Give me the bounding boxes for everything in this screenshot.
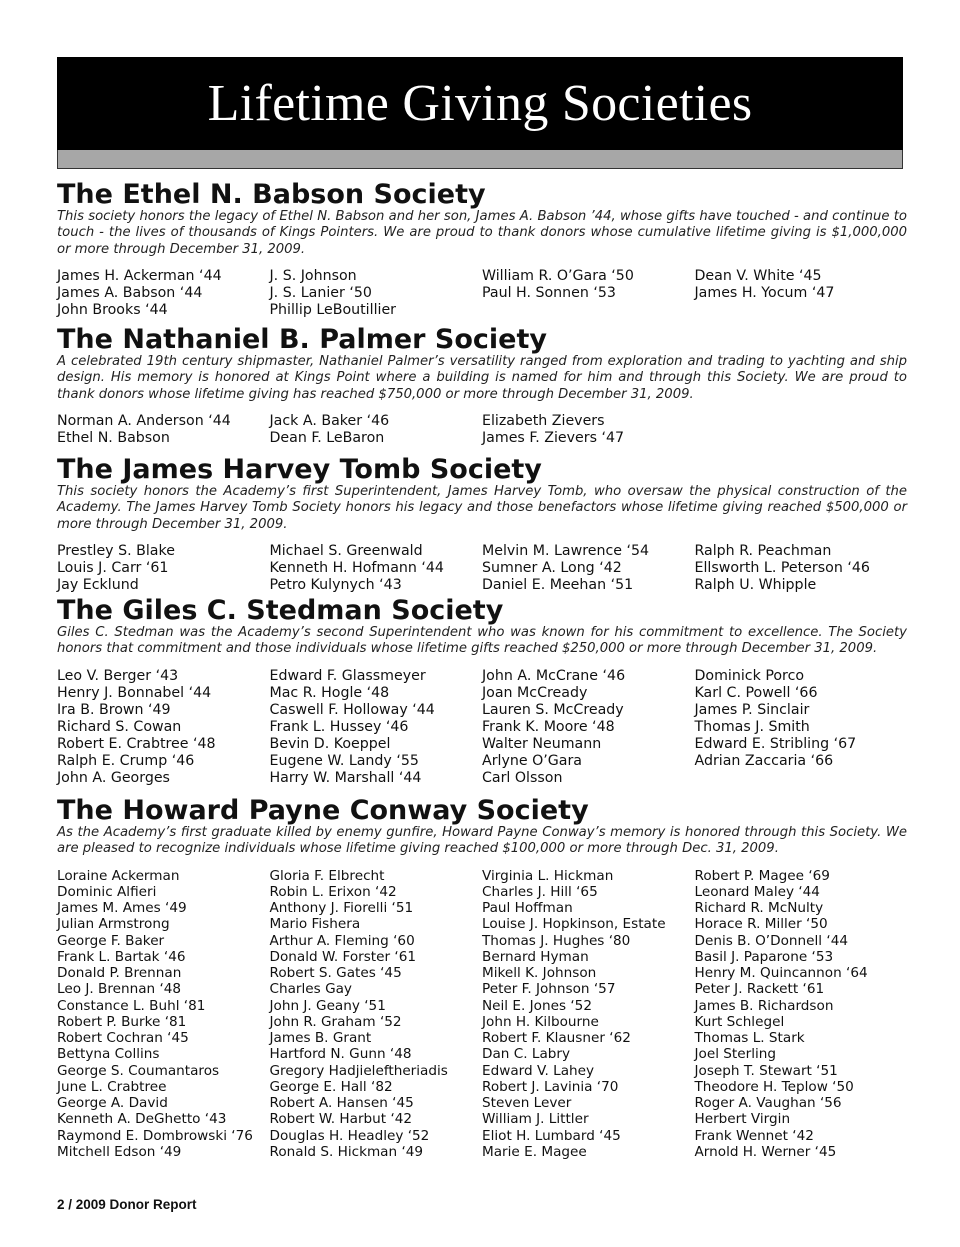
- donor-columns: [57, 668, 907, 788]
- donor-name: Robert Cochran ‘45: [57, 1030, 189, 1047]
- donor-column: [57, 413, 270, 447]
- donor-name: Ralph U. Whipple: [694, 577, 817, 594]
- donor-name: Louise J. Hopkinson, Estate: [482, 916, 666, 933]
- donor-name: Harry W. Marshall ‘44: [269, 770, 422, 787]
- society-title: The Howard Payne Conway Society: [57, 795, 589, 826]
- donor-name: Kurt Schlegel: [694, 1013, 785, 1030]
- donor-name: John H. Kilbourne: [482, 1013, 599, 1030]
- donor-name: James H. Ackerman ‘44: [57, 267, 222, 284]
- donor-column: [270, 268, 483, 319]
- donor-name: Dean F. LeBaron: [269, 429, 385, 446]
- donor-column: [270, 868, 483, 1161]
- donor-name: Peter F. Johnson ‘57: [482, 981, 616, 998]
- donor-name: James A. Babson ‘44: [57, 284, 203, 301]
- donor-name: William J. Littler: [482, 1111, 589, 1128]
- donor-name: Robin L. Erixon ‘42: [269, 883, 397, 900]
- donor-name: Dean V. White ‘45: [694, 267, 822, 284]
- donor-name: Daniel E. Meehan ‘51: [482, 577, 634, 594]
- donor-name: Elizabeth Zievers: [482, 412, 605, 429]
- society-description: This society honors the legacy of Ethel N. Babson and her son, James A. Babson ’44, whose gifts have touched - and continue to touch - the lives of thousands of Kings Pointers. We are proud to thank donors whose cumulative lifetime giving is $1,000,000 or more through December 31, 2009.: [57, 209, 907, 257]
- donor-name: Paul H. Sonnen ‘53: [482, 284, 616, 301]
- donor-name: Kenneth A. DeGhetto ‘43: [57, 1111, 227, 1128]
- donor-name: Theodore H. Teplow ‘50: [694, 1078, 854, 1095]
- society-description: A celebrated 19th century shipmaster, Nathaniel Palmer’s versatility ranged from exploration and trading to yachting and ship design. His memory is honored at Kings Point where a building is named for him and through this Society. We are proud to thank donors whose lifetime giving has reached $750,000 or more through December 31, 2009.: [57, 354, 907, 402]
- donor-name: Ethel N. Babson: [57, 429, 170, 446]
- donor-name: Leo V. Berger ‘43: [57, 667, 179, 684]
- page-footer: 2 / 2009 Donor Report: [57, 1197, 197, 1212]
- donor-name: Ira B. Brown ‘49: [57, 701, 171, 718]
- donor-name: Karl C. Powell ‘66: [694, 684, 818, 701]
- donor-name: Robert P. Burke ‘81: [57, 1013, 187, 1030]
- donor-name: Carl Olsson: [482, 770, 563, 787]
- donor-name: Michael S. Greenwald: [269, 542, 423, 559]
- donor-name: Edward E. Stribling ‘67: [694, 735, 857, 752]
- donor-name: Bernard Hyman: [482, 948, 589, 965]
- donor-name: Walter Neumann: [482, 735, 602, 752]
- donor-name: Jack A. Baker ‘46: [269, 412, 390, 429]
- donor-name: Peter J. Rackett ‘61: [694, 981, 825, 998]
- donor-name: Mario Fishera: [269, 916, 361, 933]
- donor-name: James P. Sinclair: [694, 701, 810, 718]
- donor-column: [57, 543, 270, 594]
- donor-name: Robert P. Magee ‘69: [694, 867, 830, 884]
- donor-name: John J. Geany ‘51: [269, 997, 386, 1014]
- donor-column: [482, 868, 695, 1161]
- society-title: The Ethel N. Babson Society: [57, 179, 486, 210]
- donor-column: [695, 543, 908, 594]
- donor-name: John A. McCrane ‘46: [482, 667, 626, 684]
- donor-name: Neil E. Jones ‘52: [482, 997, 592, 1014]
- donor-name: Frank K. Moore ‘48: [482, 718, 615, 735]
- society-description: This society honors the Academy’s first Superintendent, James Harvey Tomb, who oversaw the physical construction of the Academy. The James Harvey Tomb Society honors his legacy and those benefactors whose lifetime giving reached $500,000 or more through December 31, 2009.: [57, 484, 907, 532]
- donor-name: John R. Graham ‘52: [269, 1013, 402, 1030]
- donor-name: Eugene W. Landy ‘55: [269, 753, 419, 770]
- donor-name: Dominic Alfieri: [57, 883, 157, 900]
- donor-name: Joseph T. Stewart ‘51: [694, 1062, 838, 1079]
- donor-name: Arlyne O’Gara: [482, 753, 582, 770]
- donor-name: Joel Sterling: [694, 1046, 776, 1063]
- donor-column: [57, 868, 270, 1161]
- donor-name: James B. Grant: [269, 1030, 372, 1047]
- donor-name: Robert W. Harbut ‘42: [269, 1111, 413, 1128]
- donor-name: Sumner A. Long ‘42: [482, 559, 622, 576]
- donor-column: [57, 268, 270, 319]
- donor-name: J. S. Johnson: [269, 267, 357, 284]
- donor-name: Paul Hoffman: [482, 900, 573, 917]
- donor-name: June L. Crabtree: [57, 1078, 167, 1095]
- society-description: As the Academy’s first graduate killed by enemy gunfire, Howard Payne Conway’s memory is honored through this Society. We are pleased to recognize individuals whose lifetime giving reached $100,000 or more through Dec. 31, 2009.: [57, 825, 907, 857]
- donor-name: John Brooks ‘44: [57, 302, 168, 319]
- donor-name: Edward V. Lahey: [482, 1062, 595, 1079]
- donor-name: Virginia L. Hickman: [482, 867, 614, 884]
- donor-name: Mikell K. Johnson: [482, 965, 597, 982]
- donor-name: Dominick Porco: [694, 667, 805, 684]
- donor-name: Constance L. Buhl ‘81: [57, 997, 206, 1014]
- donor-name: Jay Ecklund: [57, 577, 139, 594]
- donor-name: Robert J. Lavinia ‘70: [482, 1078, 619, 1095]
- donor-name: Robert E. Crabtree ‘48: [57, 735, 216, 752]
- donor-name: Robert A. Hansen ‘45: [269, 1095, 414, 1112]
- donor-name: Loraine Ackerman: [57, 867, 180, 884]
- donor-column: [482, 413, 695, 447]
- donor-name: Robert S. Gates ‘45: [269, 965, 402, 982]
- donor-name: William R. O’Gara ‘50: [482, 267, 634, 284]
- donor-name: Frank Wennet ‘42: [694, 1127, 814, 1144]
- donor-name: Charles J. Hill ‘65: [482, 883, 598, 900]
- donor-name: Gregory Hadjieleftheriadis: [269, 1062, 448, 1079]
- donor-name: Henry M. Quincannon ‘64: [694, 965, 868, 982]
- donor-name: James F. Zievers ‘47: [482, 429, 625, 446]
- donor-columns: [57, 868, 907, 1161]
- donor-name: Caswell F. Holloway ‘44: [269, 701, 435, 718]
- donor-name: Charles Gay: [269, 981, 352, 998]
- donor-name: Gloria F. Elbrecht: [269, 867, 385, 884]
- donor-name: Phillip LeBoutillier: [269, 302, 397, 319]
- donor-name: Thomas J. Smith: [694, 718, 810, 735]
- donor-name: Hartford N. Gunn ‘48: [269, 1046, 412, 1063]
- donor-name: George F. Baker: [57, 932, 165, 949]
- donor-column: [270, 543, 483, 594]
- donor-name: Henry J. Bonnabel ‘44: [57, 684, 212, 701]
- donor-name: Basil J. Paparone ‘53: [694, 948, 834, 965]
- donor-name: Steven Lever: [482, 1095, 572, 1112]
- donor-columns: [57, 268, 907, 319]
- donor-name: Marie E. Magee: [482, 1143, 587, 1160]
- donor-name: Adrian Zaccaria ‘66: [694, 753, 834, 770]
- donor-name: J. S. Lanier ‘50: [269, 284, 372, 301]
- donor-name: Edward F. Glassmeyer: [269, 667, 426, 684]
- donor-name: Bettyna Collins: [57, 1046, 160, 1063]
- donor-name: Prestley S. Blake: [57, 542, 175, 559]
- page-title: Lifetime Giving Societies: [207, 75, 753, 132]
- donor-name: Richard R. McNulty: [694, 900, 824, 917]
- donor-column: [482, 543, 695, 594]
- donor-name: Ronald S. Hickman ‘49: [269, 1143, 424, 1160]
- donor-name: Arnold H. Werner ‘45: [694, 1143, 837, 1160]
- donor-name: John A. Georges: [57, 770, 170, 787]
- donor-column: [270, 668, 483, 788]
- society-tomb: [57, 456, 907, 594]
- donor-columns: [57, 543, 907, 594]
- society-title: The Giles C. Stedman Society: [57, 595, 504, 626]
- donor-name: James H. Yocum ‘47: [694, 284, 835, 301]
- donor-name: Raymond E. Dombrowski ‘76: [57, 1127, 253, 1144]
- donor-columns: [57, 413, 907, 447]
- donor-name: Eliot H. Lumbard ‘45: [482, 1127, 621, 1144]
- title-banner-underbar: [57, 150, 903, 169]
- society-conway: [57, 797, 907, 1160]
- donor-name: Melvin M. Lawrence ‘54: [482, 542, 650, 559]
- donor-column: [695, 668, 908, 788]
- donor-name: James M. Ames ‘49: [57, 900, 187, 917]
- donor-column: [57, 668, 270, 788]
- donor-name: George A. David: [57, 1095, 168, 1112]
- donor-name: Lauren S. McCready: [482, 701, 624, 718]
- society-babson: [57, 181, 907, 319]
- donor-name: Kenneth H. Hofmann ‘44: [269, 559, 444, 576]
- donor-name: Ralph R. Peachman: [694, 542, 832, 559]
- society-title: The James Harvey Tomb Society: [57, 454, 542, 485]
- donor-name: Douglas H. Headley ‘52: [269, 1127, 430, 1144]
- donor-name: Ellsworth L. Peterson ‘46: [694, 559, 870, 576]
- donor-name: Julian Armstrong: [57, 916, 170, 933]
- society-palmer: [57, 326, 907, 447]
- donor-name: Joan McCready: [482, 684, 588, 701]
- society-title: The Nathaniel B. Palmer Society: [57, 324, 547, 355]
- donor-name: Denis B. O’Donnell ‘44: [694, 932, 848, 949]
- donor-column: [695, 268, 908, 319]
- donor-name: Frank L. Hussey ‘46: [269, 718, 409, 735]
- donor-name: George E. Hall ‘82: [269, 1078, 393, 1095]
- donor-column: [695, 413, 908, 447]
- donor-name: Thomas J. Hughes ‘80: [482, 932, 631, 949]
- donor-name: Ralph E. Crump ‘46: [57, 753, 195, 770]
- donor-name: Dan C. Labry: [482, 1046, 571, 1063]
- donor-column: [695, 868, 908, 1161]
- donor-name: Norman A. Anderson ‘44: [57, 412, 231, 429]
- donor-name: Robert F. Klausner ‘62: [482, 1030, 631, 1047]
- title-banner: [57, 57, 903, 169]
- donor-name: Donald P. Brennan: [57, 965, 182, 982]
- donor-name: Leo J. Brennan ‘48: [57, 981, 182, 998]
- society-description: Giles C. Stedman was the Academy’s second Superintendent who was known for his commitment to excellence. The Society honors that commitment and those individuals whose lifetime gifts reached $250,000 or more through December 31, 2009.: [57, 625, 907, 657]
- donor-name: Mitchell Edson ‘49: [57, 1143, 182, 1160]
- donor-name: Louis J. Carr ‘61: [57, 559, 169, 576]
- donor-name: Petro Kulynych ‘43: [269, 577, 402, 594]
- donor-name: Mac R. Hogle ‘48: [269, 684, 390, 701]
- donor-name: Bevin D. Koeppel: [269, 735, 391, 752]
- donor-name: Frank L. Bartak ‘46: [57, 948, 186, 965]
- donor-name: Thomas L. Stark: [694, 1030, 805, 1047]
- donor-name: Richard S. Cowan: [57, 718, 182, 735]
- donor-name: Leonard Maley ‘44: [694, 883, 820, 900]
- donor-name: James B. Richardson: [694, 997, 834, 1014]
- society-stedman: [57, 597, 907, 787]
- donor-name: Horace R. Miller ‘50: [694, 916, 828, 933]
- title-banner-black: [57, 57, 903, 150]
- donor-name: George S. Coumantaros: [57, 1062, 220, 1079]
- donor-name: Donald W. Forster ‘61: [269, 948, 417, 965]
- donor-name: Anthony J. Fiorelli ‘51: [269, 900, 414, 917]
- donor-name: Herbert Virgin: [694, 1111, 791, 1128]
- donor-name: Arthur A. Fleming ‘60: [269, 932, 415, 949]
- donor-column: [270, 413, 483, 447]
- donor-column: [482, 268, 695, 319]
- donor-column: [482, 668, 695, 788]
- donor-name: Roger A. Vaughan ‘56: [694, 1095, 842, 1112]
